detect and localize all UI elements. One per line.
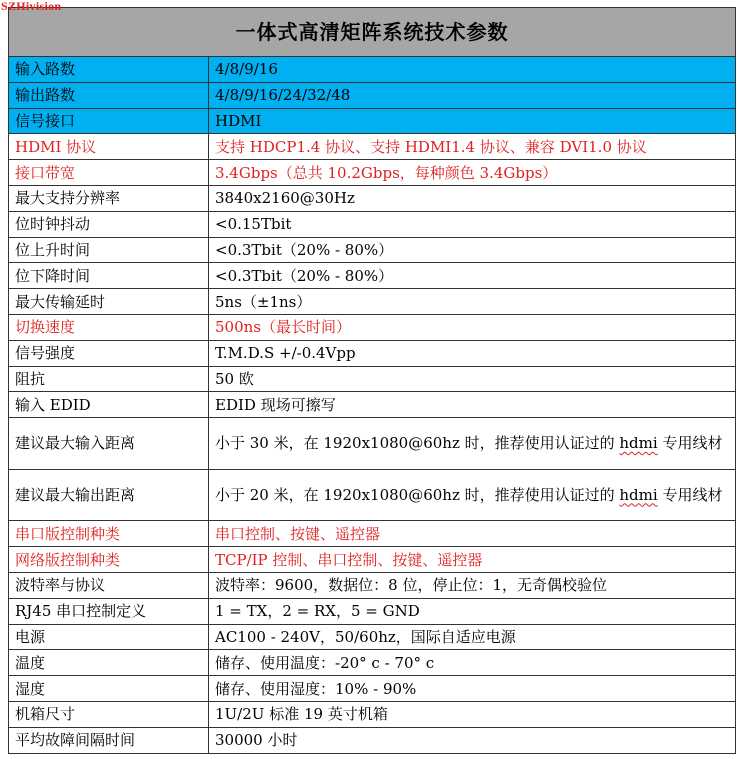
spellcheck-mark: hdmi [619,485,658,504]
param-label: 接口带宽 [9,160,209,186]
spellcheck-mark: hdmi [619,433,658,452]
param-value: 50 欧 [209,366,736,392]
param-value: 4/8/9/16 [209,57,736,83]
param-value: <0.3Tbit（20% - 80%） [209,237,736,263]
param-label: 输出路数 [9,82,209,108]
table-row [9,676,736,702]
param-label: 网络版控制种类 [9,547,209,573]
param-label: 电源 [9,624,209,650]
param-value: 波特率：9600，数据位：8 位，停止位：1，无奇偶校验位 [209,572,736,598]
table-row [9,547,736,573]
param-value: 储存、使用温度：-20° c - 70° c [209,650,736,676]
param-value: 串口控制、按键、遥控器 [209,521,736,547]
param-label: 输入 EDID [9,392,209,418]
param-label: 位下降时间 [9,263,209,289]
table-row [9,237,736,263]
param-label: 阻抗 [9,366,209,392]
param-value: TCP/IP 控制、串口控制、按键、遥控器 [209,547,736,573]
table-row [9,263,736,289]
param-label: 最大支持分辨率 [9,185,209,211]
param-value [209,418,736,470]
table-row [9,469,736,521]
param-label: 信号接口 [9,108,209,134]
title-row [9,8,736,57]
param-label: 位上升时间 [9,237,209,263]
table-row [9,727,736,753]
table-row [9,624,736,650]
table-title: 一体式高清矩阵系统技术参数 [9,8,736,57]
param-value: 3.4Gbps（总共 10.2Gbps，每种颜色 3.4Gbps） [209,160,736,186]
table-row [9,418,736,470]
param-label: 波特率与协议 [9,572,209,598]
watermark: SZHivision [1,0,62,13]
table-row [9,211,736,237]
param-label: RJ45 串口控制定义 [9,598,209,624]
table-row [9,701,736,727]
param-value: 支持 HDCP1.4 协议、支持 HDMI1.4 协议、兼容 DVI1.0 协议 [209,134,736,160]
table-row [9,185,736,211]
param-value: 1U/2U 标准 19 英寸机箱 [209,701,736,727]
table-row [9,160,736,186]
param-label: 串口版控制种类 [9,521,209,547]
table-row [9,392,736,418]
param-label: 切换速度 [9,314,209,340]
param-label: 建议最大输入距离 [9,418,209,470]
table-row [9,521,736,547]
param-value: 4/8/9/16/24/32/48 [209,82,736,108]
param-value: HDMI [209,108,736,134]
table-row [9,598,736,624]
table-row [9,289,736,315]
param-value: T.M.D.S +/-0.4Vpp [209,340,736,366]
param-value-text: 小于 30 米，在 1920x1080@60hz 时，推荐使用认证过的 [215,433,620,452]
param-label: 机箱尺寸 [9,701,209,727]
param-label: 平均故障间隔时间 [9,727,209,753]
table-row [9,366,736,392]
param-label: 建议最大输出距离 [9,469,209,521]
param-value-text: 小于 20 米，在 1920x1080@60hz 时，推荐使用认证过的 [215,485,620,504]
param-label: 输入路数 [9,57,209,83]
param-label: 位时钟抖动 [9,211,209,237]
param-label: 湿度 [9,676,209,702]
table-row [9,134,736,160]
param-label: 信号强度 [9,340,209,366]
table-row [9,340,736,366]
table-row [9,108,736,134]
param-value: AC100 - 240V，50/60hz，国际自适应电源 [209,624,736,650]
param-value: 1 = TX，2 = RX，5 = GND [209,598,736,624]
param-label: 最大传输延时 [9,289,209,315]
table-row [9,82,736,108]
param-value: <0.3Tbit（20% - 80%） [209,263,736,289]
table-row [9,572,736,598]
param-value-text: 专用线材 [657,485,723,504]
param-value [209,469,736,521]
param-value: 5ns（±1ns） [209,289,736,315]
param-value: <0.15Tbit [209,211,736,237]
param-label: HDMI 协议 [9,134,209,160]
spec-table [8,7,736,754]
param-value: 30000 小时 [209,727,736,753]
param-value: 3840x2160@30Hz [209,185,736,211]
param-value: 储存、使用湿度：10% - 90% [209,676,736,702]
param-label: 温度 [9,650,209,676]
table-row [9,57,736,83]
table-row [9,650,736,676]
param-value-text: 专用线材 [657,433,723,452]
spec-body [9,57,736,754]
param-value: EDID 现场可擦写 [209,392,736,418]
param-value: 500ns（最长时间） [209,314,736,340]
table-row [9,314,736,340]
